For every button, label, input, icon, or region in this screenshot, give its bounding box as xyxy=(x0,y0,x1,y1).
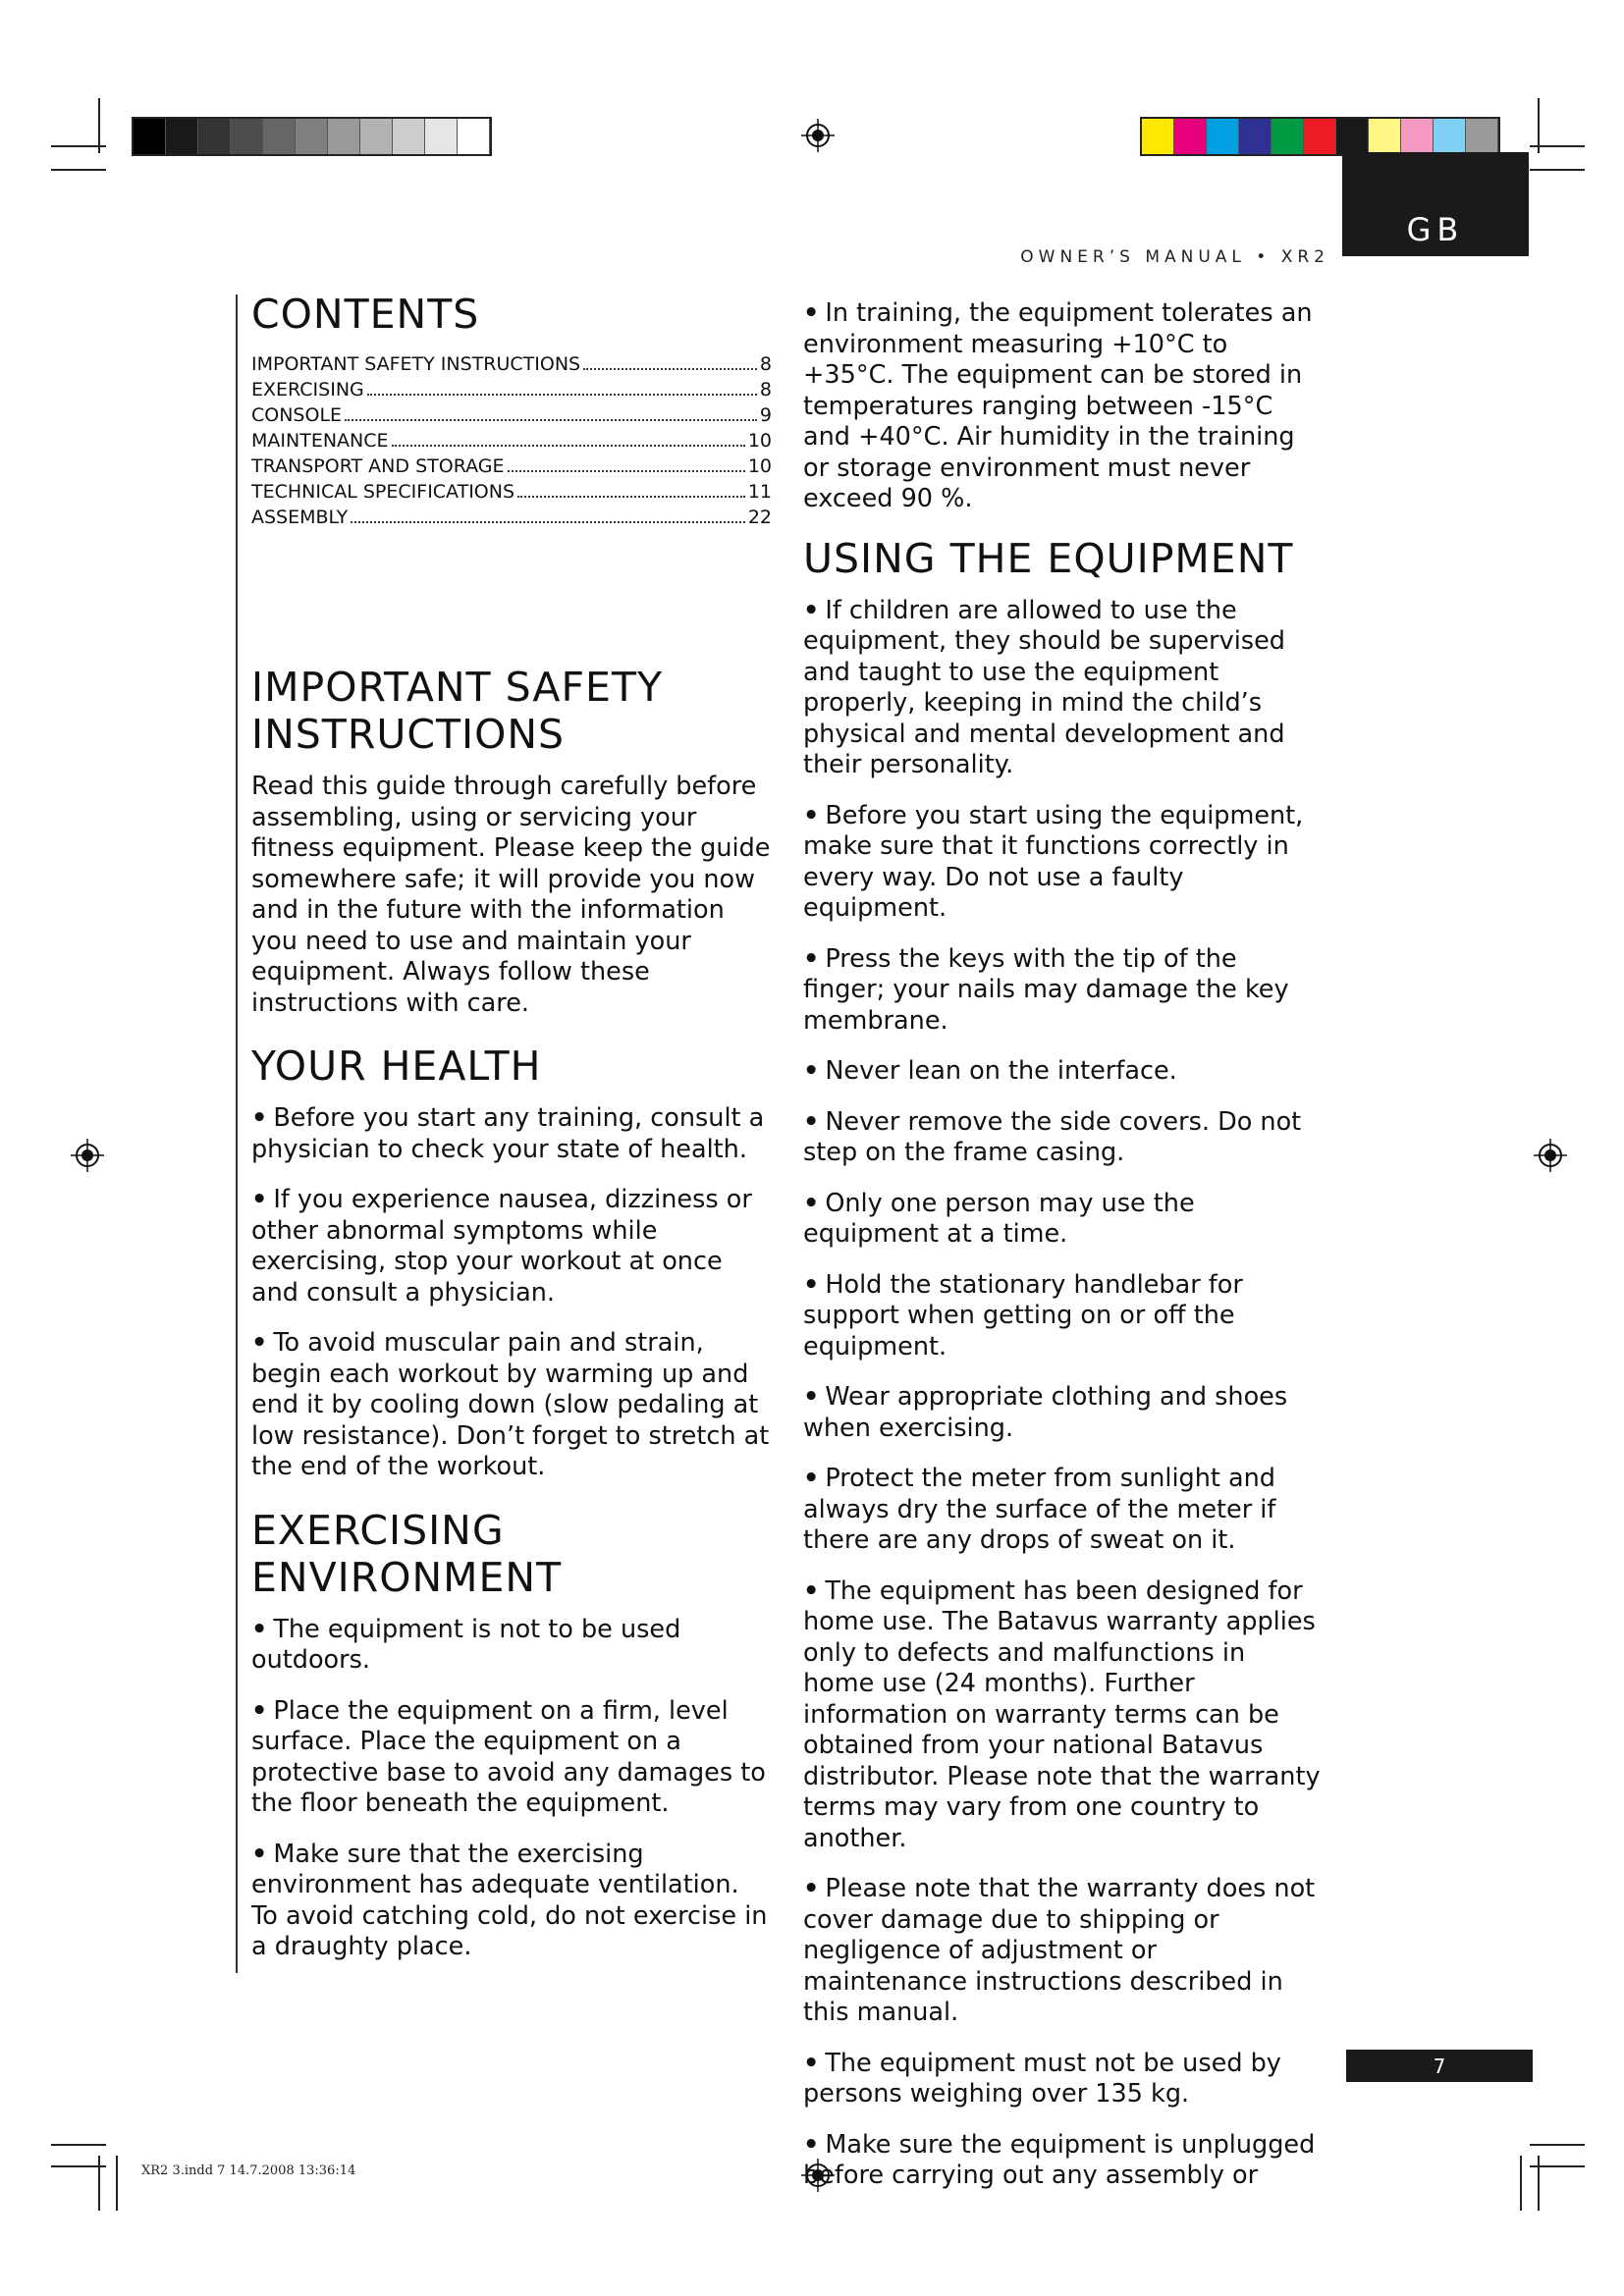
color-swatch xyxy=(1272,119,1304,154)
toc-entry-page: 22 xyxy=(747,507,772,528)
using-item: • Protect the meter from sunlight and always dry the surface of the meter if there are any drops of sweat on it. xyxy=(803,1464,1276,1555)
toc-entry-page: 11 xyxy=(747,481,772,503)
using-item: • Only one person may use the equipment at a time. xyxy=(803,1188,1195,1249)
toc-entry[interactable] xyxy=(251,351,772,377)
crop-mark xyxy=(98,2156,100,2211)
page-number xyxy=(1346,2050,1533,2082)
toc-entry-label: ASSEMBLY xyxy=(251,507,349,528)
using-item: • Hold the stationary handlebar for support when getting on or off the equipment. xyxy=(803,1269,1243,1362)
toc-entry-label: MAINTENANCE xyxy=(251,430,389,452)
using-section xyxy=(803,535,1324,2192)
environment-item: • The equipment is not to be used outdoors. xyxy=(251,1614,681,1675)
toc-entry[interactable] xyxy=(251,479,772,505)
toc-entry[interactable] xyxy=(251,428,772,454)
color-swatch xyxy=(1336,119,1369,154)
color-swatch xyxy=(328,119,360,154)
crop-mark xyxy=(51,145,106,147)
grayscale-calibration-bar xyxy=(132,117,492,156)
environment-section xyxy=(251,1507,772,1963)
color-swatch xyxy=(1434,119,1466,154)
using-item: • The equipment has been designed for home use. The Batavus warranty applies only to defects and malfunctions in home use (24 months). Further information on warranty terms can be obtained from your national Batavus distributor. Please note that the warranty terms may vary from one country to another. xyxy=(803,1575,1321,1853)
crop-mark xyxy=(1530,2165,1585,2167)
running-head: OWNER’S MANUAL • XR2 xyxy=(1020,247,1329,267)
color-swatch xyxy=(296,119,328,154)
toc-entry-label: CONSOLE xyxy=(251,404,343,426)
crop-mark xyxy=(51,2165,106,2167)
crop-mark xyxy=(1530,2144,1585,2146)
toc-entry-label: IMPORTANT SAFETY INSTRUCTIONS xyxy=(251,353,581,375)
environment-heading: EXERCISING ENVIRONMENT xyxy=(251,1506,563,1601)
crop-mark xyxy=(51,169,106,171)
toc-entry-label: EXERCISING xyxy=(251,379,364,400)
color-swatch xyxy=(425,119,458,154)
health-heading: YOUR HEALTH xyxy=(251,1042,542,1090)
toc-entry[interactable] xyxy=(251,402,772,428)
language-tab-label: GB xyxy=(1406,211,1465,248)
color-calibration-bar xyxy=(1140,117,1500,156)
using-item: • Make sure the equipment is unplugged before carrying out any assembly or xyxy=(803,2129,1316,2190)
color-swatch xyxy=(1207,119,1239,154)
toc-entry-page: 10 xyxy=(747,430,772,452)
crop-mark xyxy=(1538,2156,1540,2211)
using-heading: USING THE EQUIPMENT xyxy=(803,534,1294,582)
using-item: • Please note that the warranty does not cover damage due to shipping or negligence of adjustment or maintenance instructions described in this manual. xyxy=(803,1874,1316,2027)
using-item: • If children are allowed to use the equipment, they should be supervised and taught to use the equipment properly, keeping in mind the child’s physical and mental development and their personality. xyxy=(803,595,1285,779)
health-item: • If you experience nausea, dizziness or other abnormal symptoms while exercising, stop your workout at once and consult a physician. xyxy=(251,1185,752,1308)
using-item: • Never lean on the interface. xyxy=(803,1056,1177,1086)
toc-entry[interactable] xyxy=(251,454,772,479)
toc-entry-page: 9 xyxy=(759,404,772,426)
language-tab xyxy=(1342,152,1529,256)
color-swatch xyxy=(263,119,296,154)
color-swatch xyxy=(1239,119,1272,154)
color-swatch xyxy=(231,119,263,154)
environment-item: • Place the equipment on a firm, level surface. Place the equipment on a protective base to avoid any damages to the floor beneath the equipment. xyxy=(251,1695,766,1818)
print-slug: XR2 3.indd 7 14.7.2008 13:36:14 xyxy=(141,2163,356,2178)
using-item: • Press the keys with the tip of the finger; your nails may damage the key membrane. xyxy=(803,943,1289,1036)
registration-mark-icon xyxy=(801,119,835,152)
contents-heading: CONTENTS xyxy=(251,291,480,338)
right-column xyxy=(803,298,1324,2212)
safety-section xyxy=(251,664,772,1019)
health-item: • Before you start any training, consult a physician to check your state of health. xyxy=(251,1103,765,1164)
using-item: • Before you start using the equipment, make sure that it functions correctly in every way. Do not use a faulty equipment. xyxy=(803,800,1304,923)
color-swatch xyxy=(1174,119,1207,154)
color-swatch xyxy=(360,119,393,154)
registration-mark-icon xyxy=(71,1139,104,1172)
using-item: • Wear appropriate clothing and shoes when exercising. xyxy=(803,1382,1288,1443)
using-item: • Never remove the side covers. Do not step on the frame casing. xyxy=(803,1106,1302,1167)
toc-entry-page: 10 xyxy=(747,455,772,477)
column-rule xyxy=(236,294,238,1973)
crop-mark xyxy=(116,2156,118,2211)
crop-mark xyxy=(51,2144,106,2146)
contents-section xyxy=(251,291,772,530)
color-swatch xyxy=(458,119,490,154)
color-swatch xyxy=(1142,119,1174,154)
registration-mark-icon xyxy=(1534,1139,1567,1172)
color-swatch xyxy=(166,119,198,154)
color-swatch xyxy=(1401,119,1434,154)
toc-list xyxy=(251,351,772,530)
safety-intro: Read this guide through carefully before assembling, using or servicing your fitness equipment. Please keep the guide somewhere safe; it will provide you now and in the future with the information you need to use and maintain your equipment. Always follow these instructions with care. xyxy=(251,772,771,1018)
health-item: • To avoid muscular pain and strain, begin each workout by warming up and end it by cooling down (slow pedaling at low resistance). Don’t forget to stretch at the end of the workout. xyxy=(251,1328,770,1481)
environment-item: • In training, the equipment tolerates an environment measuring +10°C to +35°C. The equipment can be stored in temperatures ranging between -15°C and +40°C. Air humidity in the training or storage environment must never exceed 90 %. xyxy=(803,298,1313,513)
safety-heading: IMPORTANT SAFETY INSTRUCTIONS xyxy=(251,664,664,758)
toc-entry-page: 8 xyxy=(759,379,772,400)
toc-entry-label: TECHNICAL SPECIFICATIONS xyxy=(251,481,515,503)
toc-entry-page: 8 xyxy=(759,353,772,375)
color-swatch xyxy=(198,119,231,154)
color-swatch xyxy=(1304,119,1336,154)
environment-item: • Make sure that the exercising environment has adequate ventilation. To avoid catching cold, do not exercise in a draughty place. xyxy=(251,1839,768,1961)
color-swatch xyxy=(134,119,166,154)
using-item: • The equipment must not be used by persons weighing over 135 kg. xyxy=(803,2048,1281,2109)
left-column xyxy=(251,291,772,1983)
toc-entry-label: TRANSPORT AND STORAGE xyxy=(251,455,505,477)
page-number-label: 7 xyxy=(1433,2054,1446,2078)
crop-mark xyxy=(1530,145,1585,147)
crop-mark xyxy=(1520,2156,1522,2211)
crop-mark xyxy=(1530,169,1585,171)
toc-entry[interactable] xyxy=(251,377,772,402)
color-swatch xyxy=(1466,119,1498,154)
color-swatch xyxy=(1369,119,1401,154)
toc-entry[interactable] xyxy=(251,505,772,530)
color-swatch xyxy=(393,119,425,154)
health-section xyxy=(251,1042,772,1483)
